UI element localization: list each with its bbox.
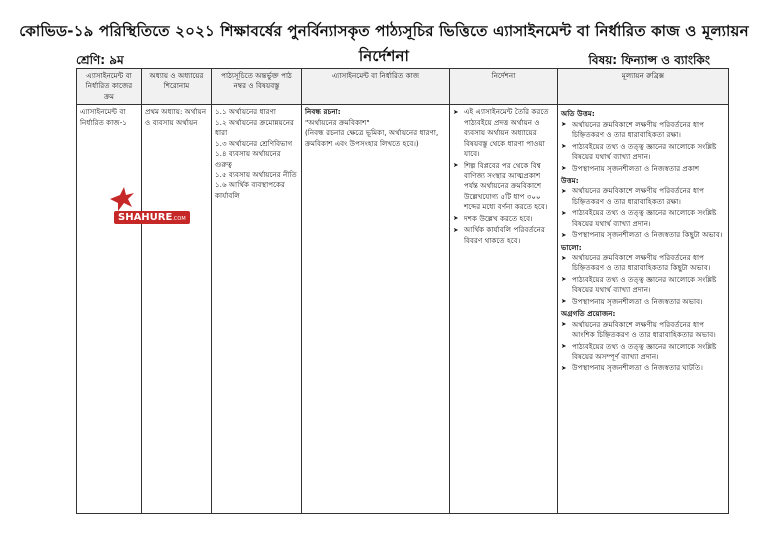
task-cell (302, 105, 450, 514)
rubric-level-excellent: অতি উত্তম: (561, 109, 595, 119)
watermark-logo (98, 185, 190, 237)
assignment-number: এ্যাসাইনমেন্ট বা নির্ধারিত কাজ-১ (80, 107, 127, 127)
rubric-item: ➤ উপস্থাপনায় সৃজনশীলতা ও নিজস্বতার কিছুটা অভাব। (572, 230, 725, 240)
lesson-item: ১.৩ অর্থায়নের শ্রেণিবিভাগ (215, 138, 293, 148)
subject-label: বিষয়: ফিন্যান্স ও ব্যাংকিং (588, 53, 710, 67)
lesson-item: ১.৬ আর্থিক ব্যবস্থাপকের কার্যাবলি (215, 180, 285, 200)
col-header-assignment: এ্যাসাইনমেন্ট বা নির্ধারিত কাজের ক্রম (77, 69, 142, 105)
page-title: কোভিড-১৯ পরিস্থিতিতে ২০২১ শিক্ষাবর্ষের পুনর্বিন্যাসকৃত পাঠ্যসূচির ভিত্তিতে এ্যাসাইনমেন্ট বা নির্ধারিত কাজ ও মূল্যায়ন নির্দেশনা (19, 22, 749, 65)
rubric-level-fair: ভালো: (561, 242, 582, 252)
rubric-item: ➤ পাঠ্যবইয়ের তথ্য ও তত্ত্ব জ্ঞানের আলোকে সংশ্লিষ্ট বিষয়ের যথার্থ ব্যাখ্যা প্রদান। (572, 142, 725, 163)
table-header-row (77, 69, 729, 105)
chapter-title: প্রথম অধ্যায়: অর্থায়ন ও ব্যবসায় অর্থায়ন (145, 107, 207, 127)
rubric-item: ➤ অর্থায়নের ক্রমবিকাশে লক্ষণীয় পরিবর্তনের ধাপ চিহ্নিতকরণ ও তার ধারাবাহিকতা রক্ষা। (572, 120, 725, 141)
table-row (77, 105, 729, 514)
instruction-item: ➤ দশক উল্লেখ করতে হবে। (464, 214, 554, 224)
col-header-task: এ্যাসাইনমেন্ট বা নির্ধারিত কাজ (302, 69, 450, 105)
assignment-table (76, 68, 729, 514)
rubric-level-needs-improvement: অগ্রগতি প্রয়োজন: (561, 309, 616, 319)
instruction-item: ➤ আর্থিক কার্যাবলি পরিবর্তনের বিবরণ থাকতে হবে। (464, 225, 554, 246)
rubric-item: ➤ অর্থায়নের ক্রমবিকাশে লক্ষণীয় পরিবর্তনের ধাপ আংশিক চিহ্নিতকরণ ও তার ধারাবাহিকতার অভাব। (572, 320, 725, 341)
rubric-cell (558, 105, 729, 514)
instructions-list (453, 107, 554, 246)
col-header-lessons: পাঠ্যসূচিতে অন্তর্ভুক্ত পাঠ নম্বর ও বিষয়বস্তু (212, 69, 302, 105)
lesson-item: ১.১ অর্থায়নের ধারণা (215, 107, 277, 117)
col-header-chapter: অধ্যায় ও অধ্যায়ের শিরোনাম (142, 69, 212, 105)
rubric-item: ➤ পাঠ্যবইয়ের তথ্য ও তত্ত্ব জ্ঞানের আলোকে সংশ্লিষ্ট বিষয়ের যথার্থ ব্যাখ্যা প্রদান। (572, 275, 725, 296)
rubric-level-good: উত্তম: (561, 175, 579, 185)
task-topic: "অর্থায়নের ক্রমবিকাশ" (305, 117, 370, 127)
rubric-list (561, 253, 725, 307)
chapter-cell (142, 105, 212, 514)
rubric-list (561, 120, 725, 174)
lessons-cell (212, 105, 302, 514)
col-header-rubric: মূল্যায়ন রুব্রিক্স (558, 69, 729, 105)
task-title: নিবন্ধ রচনা: (305, 107, 341, 117)
rubric-item: ➤ উপস্থাপনায় সৃজনশীলতা ও নিজস্বতার ঘাটতি। (572, 363, 725, 373)
rubric-list (561, 186, 725, 240)
assignment-cell (77, 105, 142, 514)
rubric-list (561, 320, 725, 374)
instruction-item: ➤ এই এ্যাসাইনমেন্ট তৈরি করতে পাঠ্যবইয়ে প্রদত্ত অর্থায়ন ও ব্যবসায় অর্থায়ন অধ্যায়ের বিষয়বস্তু থেকে ধারণা পাওয়া যাবে। (464, 107, 554, 159)
rubric-item: ➤ উপস্থাপনায় সৃজনশীলতা ও নিজস্বতার প্রকাশ (572, 164, 725, 174)
col-header-instructions: নির্দেশনা (450, 69, 558, 105)
rubric-item: ➤ অর্থায়নের ক্রমবিকাশে লক্ষণীয় পরিবর্তনের ধাপ চিহ্নিতকরণ ও তার ধারাবাহিকতার কিছুটা অভাব। (572, 253, 725, 274)
watermark-text: SHAHURE.COM (114, 211, 190, 224)
task-note: (নিবন্ধ রচনার ক্ষেত্রে ভূমিকা, অর্থায়নের ধারণা, ক্রমবিকাশ এবং উপসংহার লিখতে হবে।) (305, 128, 439, 148)
rubric-item: ➤ অর্থায়নের ক্রমবিকাশে লক্ষণীয় পরিবর্তনের ধাপ চিহ্নিতকরণ ও তার ধারাবাহিকতা রক্ষা। (572, 186, 725, 207)
lesson-item: ১.২ অর্থায়নের ক্রমোন্নয়নের ধারা (215, 117, 294, 138)
rubric-item: ➤ পাঠ্যবইয়ের তথ্য ও তত্ত্ব জ্ঞানের আলোকে সংশ্লিষ্ট বিষয়ের অসম্পূর্ণ ব্যাখ্যা প্রদান। (572, 342, 725, 363)
lesson-item: ১.৫ ব্যবসায় অর্থায়নের নীতি (215, 169, 297, 179)
rubric-item: ➤ উপস্থাপনায় সৃজনশীলতা ও নিজস্বতার অভাব। (572, 297, 725, 307)
class-label: শ্রেণি: ৯ম (76, 53, 124, 67)
rubric-item: ➤ পাঠ্যবইয়ের তথ্য ও তত্ত্ব জ্ঞানের আলোকে সংশ্লিষ্ট বিষয়ের যথার্থ ব্যাখ্যা প্রদান। (572, 208, 725, 229)
lesson-item: ১.৪ ব্যবসায় অর্থায়নের গুরুত্ব (215, 149, 281, 169)
instructions-cell (450, 105, 558, 514)
instruction-item: ➤ শিল্প বিপ্লবের পর থেকে বিশ্ব বাণিজ্য সংস্থার আত্মপ্রকাশ পর্যন্ত অর্থায়নের ক্রমবিকাশে উল্লেখযোগ্য ৫টি ধাপ ৩০০ শব্দের মধ্যে বর্ণনা করতে হবে। (464, 161, 554, 213)
